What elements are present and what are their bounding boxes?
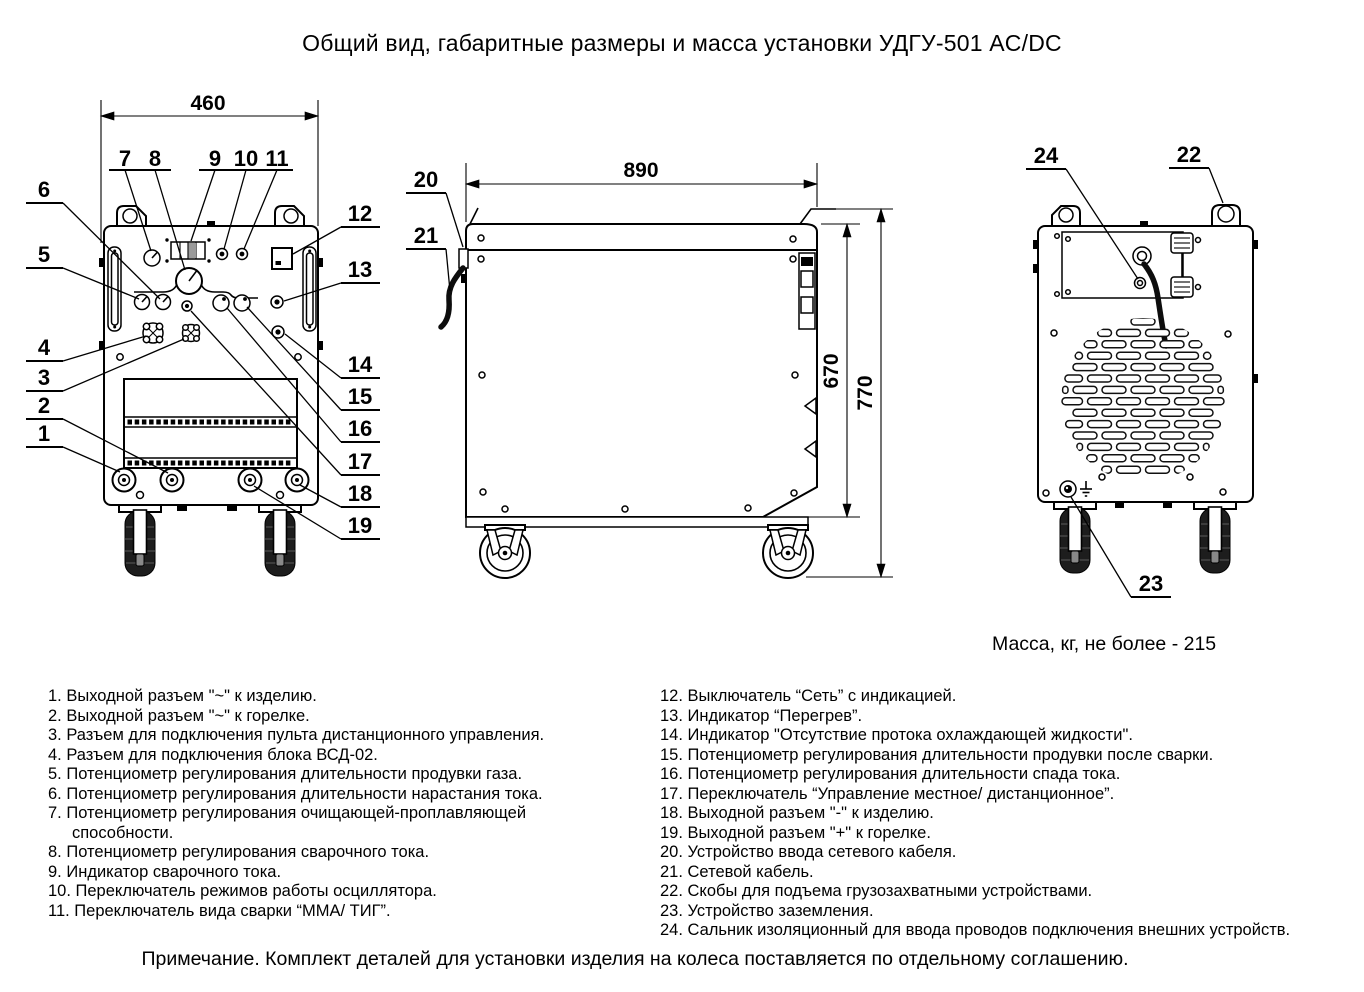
panel-hole	[1187, 474, 1193, 480]
panel-hole	[1051, 330, 1057, 336]
front-caster-right	[259, 505, 301, 576]
side-depth-dimension	[466, 159, 817, 222]
front-caster-left	[119, 505, 161, 576]
legend-item-14: 14. Индикатор "Отсутствие протока охлаждающей жидкости".	[660, 726, 1133, 744]
svg-text:16: 16	[347, 416, 373, 441]
legend-item-2: 2. Выходной разъем "~" к горелке.	[48, 706, 310, 725]
mains-switch	[272, 248, 292, 269]
svg-text:10: 10	[233, 146, 259, 171]
svg-text:7: 7	[118, 146, 132, 171]
legend-item-18: 18. Выходной разъем "-" к изделию.	[660, 804, 934, 822]
svg-text:18: 18	[347, 481, 373, 506]
legend-item-23: 23. Устройство заземления.	[660, 901, 874, 920]
legend-item-13: 13. Индикатор “Перегрев”.	[660, 706, 863, 725]
legend-item-1: 1. Выходной разъем "~" к изделию.	[48, 687, 317, 705]
side-latch-plate	[799, 253, 815, 329]
legend-item-21: 21. Сетевой кабель.	[660, 862, 814, 881]
legend-item-6: 6. Потенциометр регулирования длительности нарастания тока.	[48, 784, 543, 803]
svg-text:24: 24	[1033, 143, 1059, 168]
footnote: Примечание. Комплект деталей для установки изделия на колеса поставляется по отдельному соглашению.	[141, 948, 1129, 970]
svg-text:20: 20	[413, 167, 439, 192]
welding-type-switch	[237, 249, 248, 260]
legend-item-9: 9. Индикатор сварочного тока.	[48, 862, 282, 881]
top-edge-tab	[207, 221, 215, 226]
back-caster-right	[1194, 502, 1236, 573]
lug-edge-right	[800, 209, 836, 224]
svg-text:15: 15	[347, 384, 373, 409]
legend-item-10: 10. Переключатель режимов работы осциллятора.	[48, 882, 437, 900]
legend-item-24: 24. Сальник изоляционный для ввода проводов подключения внешних устройств.	[660, 921, 1291, 939]
legend-item-5: 5. Потенциометр регулирования длительности продувки газа.	[48, 765, 523, 783]
back-caster-left	[1054, 502, 1096, 573]
panel-hole	[137, 492, 144, 499]
side-caster-left	[480, 525, 530, 578]
knob-cleaning-penetration	[144, 250, 160, 266]
local-remote-switch	[182, 301, 192, 311]
legend-item-3: 3. Разъем для подключения пульта дистанционного управления.	[48, 726, 545, 744]
panel-hole	[117, 354, 123, 360]
aux-connector-bottom	[1171, 277, 1193, 297]
legend-item-8: 8. Потенциометр регулирования сварочного тока.	[48, 843, 430, 861]
side-height-total-dimension	[806, 209, 893, 577]
mass-note: Масса, кг, не более - 215	[992, 633, 1217, 655]
svg-text:11: 11	[265, 146, 289, 171]
legend-item-12: 12. Выключатель “Сеть” с индикацией.	[660, 687, 957, 705]
legend-left-column	[48, 687, 593, 921]
svg-text:4: 4	[37, 335, 51, 360]
output-connector-ac-torch	[161, 469, 184, 492]
panel-hole	[1225, 331, 1231, 337]
svg-text:22: 22	[1176, 142, 1202, 167]
svg-text:3: 3	[37, 365, 51, 390]
side-view-drawing	[441, 159, 893, 578]
back-view-drawing	[1033, 205, 1258, 573]
legend-right-column	[660, 687, 1360, 941]
page-title: Общий вид, габаритные размеры и масса установки УДГУ-501 AC/DC	[302, 30, 1062, 56]
legend-item-4: 4. Разъем для подключения блока ВСД-02.	[48, 745, 378, 764]
panel-hole	[277, 492, 284, 499]
aux-connector-top	[1171, 233, 1193, 253]
side-callouts	[406, 167, 463, 291]
legend-item-16: 16. Потенциометр регулирования длительности спада тока.	[660, 765, 1121, 783]
svg-text:14: 14	[347, 352, 373, 377]
legend-item-22: 22. Скобы для подъема грузозахватными устройствами.	[660, 882, 1093, 900]
svg-text:2: 2	[37, 393, 51, 418]
svg-text:23: 23	[1138, 571, 1164, 596]
legend-item-7: 7. Потенциометр регулирования очищающей-проплавляющей способности.	[48, 804, 527, 842]
side-height-inner-value: 670	[820, 353, 843, 389]
legend-item-17: 17. Переключатель “Управление местное/ дистанционное”.	[660, 784, 1115, 803]
svg-text:5: 5	[37, 242, 51, 267]
welding-current-knob	[176, 268, 202, 294]
side-caster-right	[763, 525, 813, 578]
panel-hole	[295, 354, 301, 360]
side-top-rail	[466, 224, 817, 250]
svg-text:8: 8	[148, 146, 162, 171]
side-body-panel	[466, 250, 817, 517]
svg-text:21: 21	[413, 223, 439, 248]
cable-entry-device	[459, 249, 468, 268]
callout-21	[406, 223, 450, 291]
svg-text:19: 19	[347, 513, 373, 538]
front-louver-panel	[124, 379, 297, 468]
lug-edge-left	[470, 208, 478, 224]
svg-text:1: 1	[37, 421, 51, 446]
mains-cable	[441, 268, 463, 327]
svg-text:12: 12	[347, 201, 373, 226]
vsd02-socket	[183, 325, 200, 342]
back-lifting-lug-left	[1052, 206, 1080, 226]
svg-text:17: 17	[347, 449, 373, 474]
panel-hole	[1099, 474, 1105, 480]
side-depth-value: 890	[623, 159, 659, 182]
callout-22	[1169, 142, 1223, 203]
gas-purge-knob	[135, 295, 150, 310]
post-weld-purge-knob	[213, 295, 229, 311]
oscillator-mode-switch	[217, 249, 228, 260]
svg-text:9: 9	[208, 146, 222, 171]
legend-item-20: 20. Устройство ввода сетевого кабеля.	[660, 843, 957, 861]
legend-item-19: 19. Выходной разъем "+" к горелке.	[660, 823, 931, 842]
output-connector-ac-product	[113, 469, 136, 492]
front-width-value: 460	[190, 92, 226, 115]
remote-control-socket	[143, 323, 163, 343]
svg-text:13: 13	[347, 257, 373, 282]
overheat-indicator	[271, 296, 283, 308]
front-handle-right	[303, 247, 316, 331]
svg-text:6: 6	[37, 177, 51, 202]
legend-item-11: 11. Переключатель вида сварки “ММА/ ТИГ”.	[48, 901, 391, 920]
side-height-total-value: 770	[854, 375, 877, 411]
legend-item-15: 15. Потенциометр регулирования длительности продувки после сварки.	[660, 745, 1214, 764]
current-indicator-window	[165, 238, 210, 262]
